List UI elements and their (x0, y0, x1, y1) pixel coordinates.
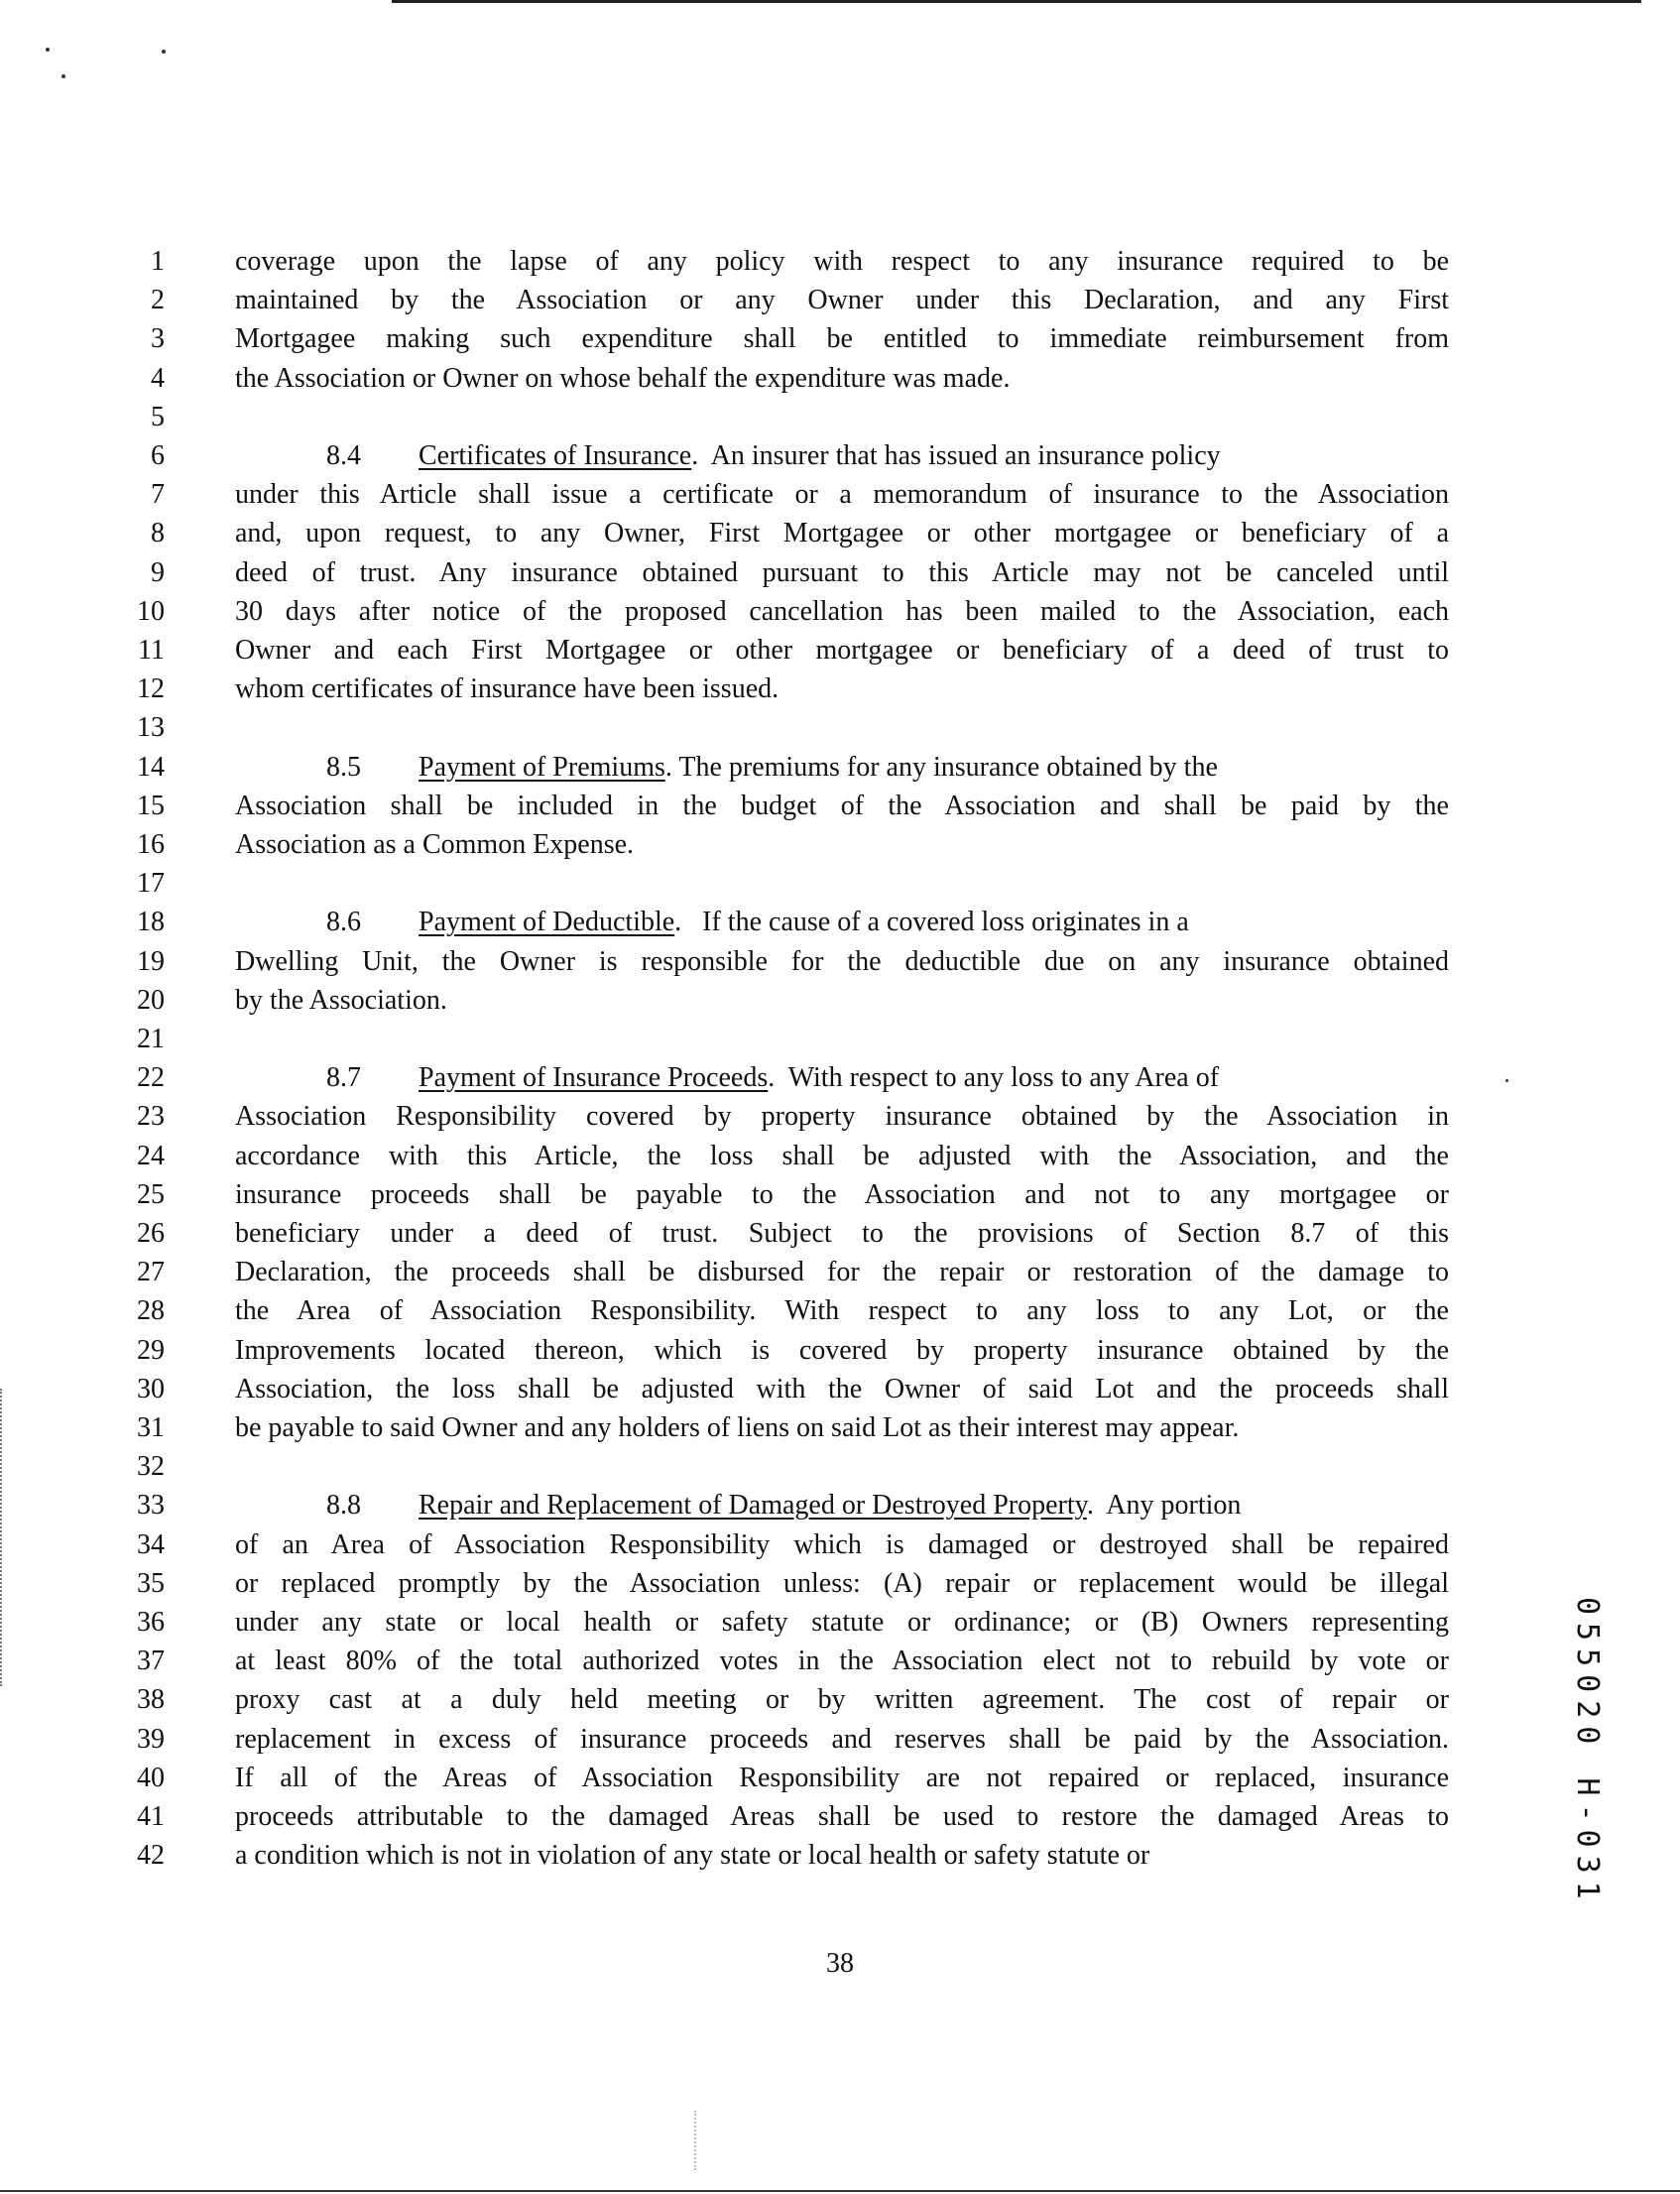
line-number: 37 (137, 1646, 165, 1677)
section-heading-line (235, 1486, 1449, 1524)
line-number: 12 (137, 673, 165, 705)
body-text-line: Association shall be included in the budget of the Association and shall be paid by the (235, 790, 1449, 821)
line-number: 36 (137, 1607, 165, 1638)
top-border-line (392, 0, 1641, 3)
line-number: 15 (137, 790, 165, 821)
line-number: 39 (137, 1723, 165, 1755)
body-text-line: Association, the loss shall be adjusted with the Owner of said Lot and the proceeds shall (235, 1373, 1449, 1404)
section-heading: Payment of Deductible (419, 907, 675, 938)
scan-speck (1505, 1079, 1508, 1082)
bottom-border-line (0, 2190, 1680, 2192)
line-number: 41 (137, 1801, 165, 1832)
line-number: 35 (137, 1567, 165, 1599)
line-number: 6 (151, 440, 165, 471)
scan-center-marks (694, 2111, 698, 2170)
line-number: 25 (137, 1178, 165, 1210)
scan-edge-marks (0, 1389, 4, 1686)
body-text-line: Improvements located thereon, which is covered by property insurance obtained by the (235, 1334, 1449, 1366)
line-number: 40 (137, 1762, 165, 1793)
line-number: 29 (137, 1334, 165, 1366)
line-number: 30 (137, 1373, 165, 1404)
body-text-line: If all of the Areas of Association Responsibility are not repaired or replaced, insurance (235, 1762, 1449, 1793)
line-number: 17 (137, 868, 165, 900)
section-heading: Payment of Insurance Proceeds (419, 1062, 769, 1094)
line-number: 31 (137, 1412, 165, 1443)
body-text-line: the Area of Association Responsibility. With respect to any loss to any Lot, or the (235, 1295, 1449, 1327)
section-heading: Repair and Replacement of Damaged or Destroyed Property (419, 1490, 1087, 1522)
body-text-line: proxy cast at a duly held meeting or by written agreement. The cost of repair or (235, 1684, 1449, 1716)
line-number: 11 (138, 635, 165, 666)
scan-speck (162, 50, 166, 54)
recording-stamp: 055020 H-031 (1570, 1597, 1605, 1907)
section-heading: Certificates of Insurance (419, 440, 692, 471)
section-text: . If the cause of a covered loss originates in a (674, 907, 1189, 938)
line-number: 13 (137, 712, 165, 744)
line-number: 1 (151, 246, 165, 277)
body-text-line: replacement in excess of insurance proceeds and reserves shall be paid by the Association. (235, 1723, 1449, 1755)
line-number: 4 (151, 362, 165, 394)
body-text-line: under any state or local health or safety statute or ordinance; or (B) Owners representing (235, 1607, 1449, 1638)
line-number: 33 (137, 1490, 165, 1522)
line-number: 42 (137, 1840, 165, 1872)
body-text-line: of an Area of Association Responsibility which is damaged or destroyed shall be repaired (235, 1528, 1449, 1560)
body-text-line: beneficiary under a deed of trust. Subject to the provisions of Section 8.7 of this (235, 1218, 1449, 1249)
line-number: 8 (151, 518, 165, 549)
line-number: 9 (151, 556, 165, 588)
body-text-line: insurance proceeds shall be payable to the Association and not to any mortgagee or (235, 1178, 1449, 1210)
line-number: 27 (137, 1257, 165, 1288)
section-heading: Payment of Premiums (419, 751, 665, 783)
line-number: 18 (137, 907, 165, 938)
page-number: 38 (826, 1948, 854, 1979)
section-text: . The premiums for any insurance obtained by the (664, 751, 1218, 783)
line-number: 16 (137, 829, 165, 860)
section-heading-line (235, 1058, 1449, 1097)
line-number: 10 (137, 595, 165, 627)
body-text-line: Mortgagee making such expenditure shall be entitled to immediate reimbursement from (235, 323, 1449, 355)
line-number: 32 (137, 1451, 165, 1483)
scan-speck (61, 74, 65, 78)
section-heading-line (235, 903, 1449, 941)
line-number: 22 (137, 1062, 165, 1094)
body-text-line: at least 80% of the total authorized votes in the Association elect not to rebuild by vote or (235, 1646, 1449, 1677)
section-heading-line (235, 436, 1449, 475)
body-text-line: under this Article shall issue a certificate or a memorandum of insurance to the Association (235, 479, 1449, 511)
line-number: 5 (151, 401, 165, 432)
body-text-line: 30 days after notice of the proposed cancellation has been mailed to the Association, each (235, 595, 1449, 627)
line-number: 26 (137, 1218, 165, 1249)
line-number: 2 (151, 285, 165, 316)
body-text-line: Owner and each First Mortgagee or other mortgagee or beneficiary of a deed of trust to (235, 635, 1449, 666)
body-text-line: Association Responsibility covered by property insurance obtained by the Association in (235, 1101, 1449, 1133)
body-text-line: deed of trust. Any insurance obtained pursuant to this Article may not be canceled until (235, 556, 1449, 588)
section-heading-line (235, 748, 1449, 787)
body-text-line: by the Association. (235, 984, 447, 1016)
scan-speck (46, 48, 50, 52)
line-number: 19 (137, 945, 165, 977)
body-text-line: the Association or Owner on whose behalf the expenditure was made. (235, 362, 1011, 394)
body-text-line: maintained by the Association or any Owner under this Declaration, and any First (235, 285, 1449, 316)
line-number: 38 (137, 1684, 165, 1716)
body-text-line: Association as a Common Expense. (235, 829, 635, 860)
line-number: 14 (137, 751, 165, 783)
section-text: . Any portion (1086, 1490, 1242, 1522)
body-text-line: Declaration, the proceeds shall be disbursed for the repair or restoration of the damage to (235, 1257, 1449, 1288)
line-number: 7 (151, 479, 165, 511)
body-text-line: accordance with this Article, the loss shall be adjusted with the Association, and the (235, 1140, 1449, 1171)
section-text: . With respect to any loss to any Area of (768, 1062, 1220, 1094)
body-text-line: or replaced promptly by the Association unless: (A) repair or replacement would be illegal (235, 1567, 1449, 1599)
section-number: 8.8 (326, 1490, 361, 1522)
body-text-line: coverage upon the lapse of any policy with respect to any insurance required to be (235, 246, 1449, 277)
body-text-line: proceeds attributable to the damaged Areas shall be used to restore the damaged Areas to (235, 1801, 1449, 1832)
section-number: 8.7 (326, 1062, 361, 1094)
body-text-line: and, upon request, to any Owner, First Mortgagee or other mortgagee or beneficiary of a (235, 518, 1449, 549)
line-number: 24 (137, 1140, 165, 1171)
body-text-line: a condition which is not in violation of any state or local health or safety statute or (235, 1840, 1150, 1872)
line-number: 20 (137, 984, 165, 1016)
line-number: 28 (137, 1295, 165, 1327)
section-text: . An insurer that has issued an insurance policy (691, 440, 1221, 471)
body-text-line: Dwelling Unit, the Owner is responsible for the deductible due on any insurance obtained (235, 945, 1449, 977)
line-number: 23 (137, 1101, 165, 1133)
section-number: 8.6 (326, 907, 361, 938)
line-number: 34 (137, 1528, 165, 1560)
line-number: 21 (137, 1024, 165, 1054)
section-number: 8.5 (326, 751, 361, 783)
body-text-line: whom certificates of insurance have been issued. (235, 673, 780, 705)
body-text-line: be payable to said Owner and any holders of liens on said Lot as their interest may appear. (235, 1412, 1240, 1443)
section-number: 8.4 (326, 440, 361, 471)
line-number: 3 (151, 323, 165, 355)
